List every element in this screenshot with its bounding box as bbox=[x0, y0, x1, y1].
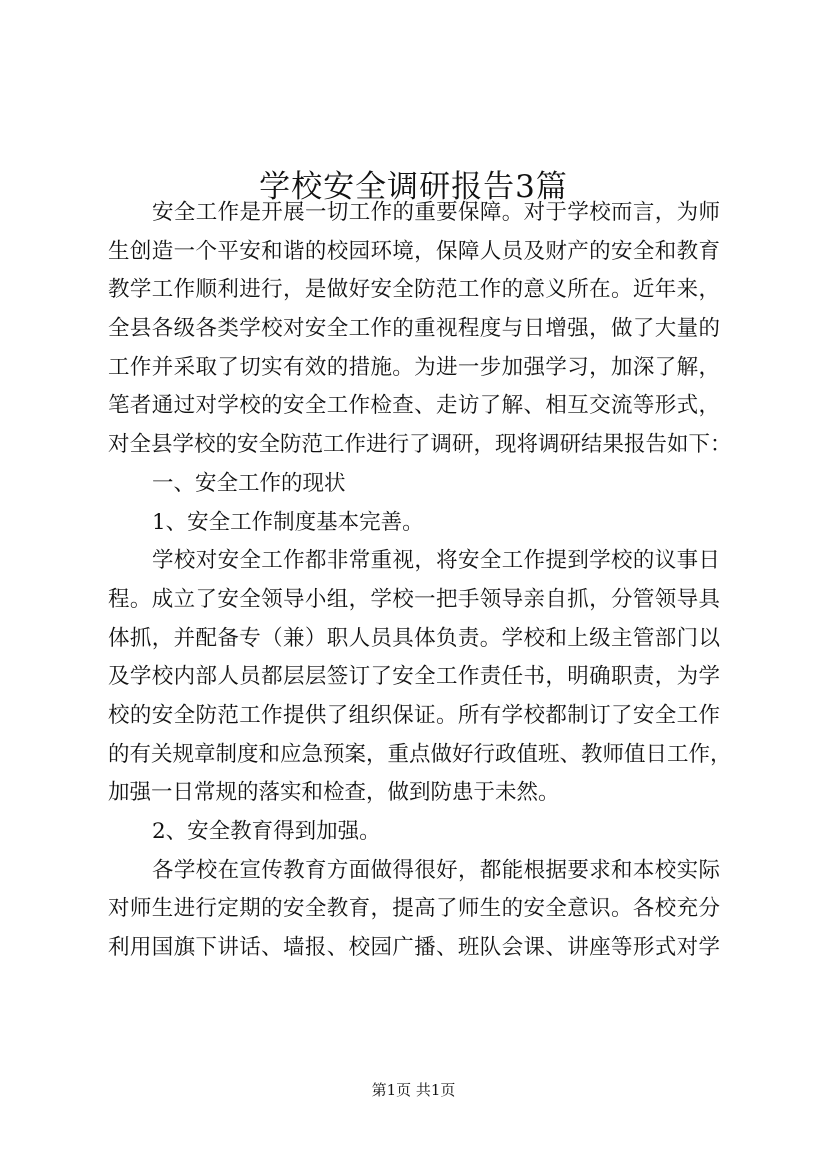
text-line: 的有关规章制度和应急预案，重点做好行政值班、教师值日工作， bbox=[108, 741, 732, 767]
text-line: 2、安全教育得到加强。 bbox=[152, 819, 381, 844]
text-line: 生创造一个平安和谐的校园环境，保障人员及财产的安全和教育 bbox=[108, 238, 720, 264]
text-line: 程。成立了安全领导小组，学校一把手领导亲自抓，分管领导具 bbox=[108, 586, 720, 612]
text-line: 校的安全防范工作提供了组织保证。所有学校都制订了安全工作 bbox=[108, 702, 720, 728]
text-line: 对全县学校的安全防范工作进行了调研，现将调研结果报告如下： bbox=[108, 432, 732, 458]
text-line: 各学校在宣传教育方面做得很好，都能根据要求和本校实际 bbox=[152, 857, 720, 883]
text-line: 加强一日常规的落实和检查，做到防患于未然。 bbox=[108, 780, 560, 806]
text-line: 笔者通过对学校的安全工作检查、走访了解、相互交流等形式， bbox=[108, 393, 720, 419]
text-line: 对师生进行定期的安全教育，提高了师生的安全意识。各校充分 bbox=[108, 896, 720, 922]
text-line: 及学校内部人员都层层签订了安全工作责任书，明确职责，为学 bbox=[108, 664, 720, 690]
text-line: 利用国旗下讲话、墙报、校园广播、班队会课、讲座等形式对学 bbox=[108, 935, 720, 961]
text-line: 工作并采取了切实有效的措施。为进一步加强学习，加深了解， bbox=[108, 354, 720, 380]
text-line: 学校对安全工作都非常重视，将安全工作提到学校的议事日 bbox=[152, 548, 720, 574]
text-line: 教学工作顺利进行，是做好安全防范工作的意义所在。近年来， bbox=[108, 277, 720, 303]
page-footer: 第1页 共1页 bbox=[371, 1081, 456, 1099]
text-line: 体抓，并配备专（兼）职人员具体负责。学校和上级主管部门以 bbox=[108, 625, 720, 651]
text-line: 全县各级各类学校对安全工作的重视程度与日增强，做了大量的 bbox=[108, 316, 720, 342]
document-title: 学校安全调研报告3篇 bbox=[259, 168, 568, 205]
text-line: 一、安全工作的现状 bbox=[152, 470, 346, 496]
document-body bbox=[108, 194, 732, 968]
text-line: 1、安全工作制度基本完善。 bbox=[152, 509, 424, 535]
text-line: 安全工作是开展一切工作的重要保障。对于学校而言，为师 bbox=[152, 200, 720, 225]
